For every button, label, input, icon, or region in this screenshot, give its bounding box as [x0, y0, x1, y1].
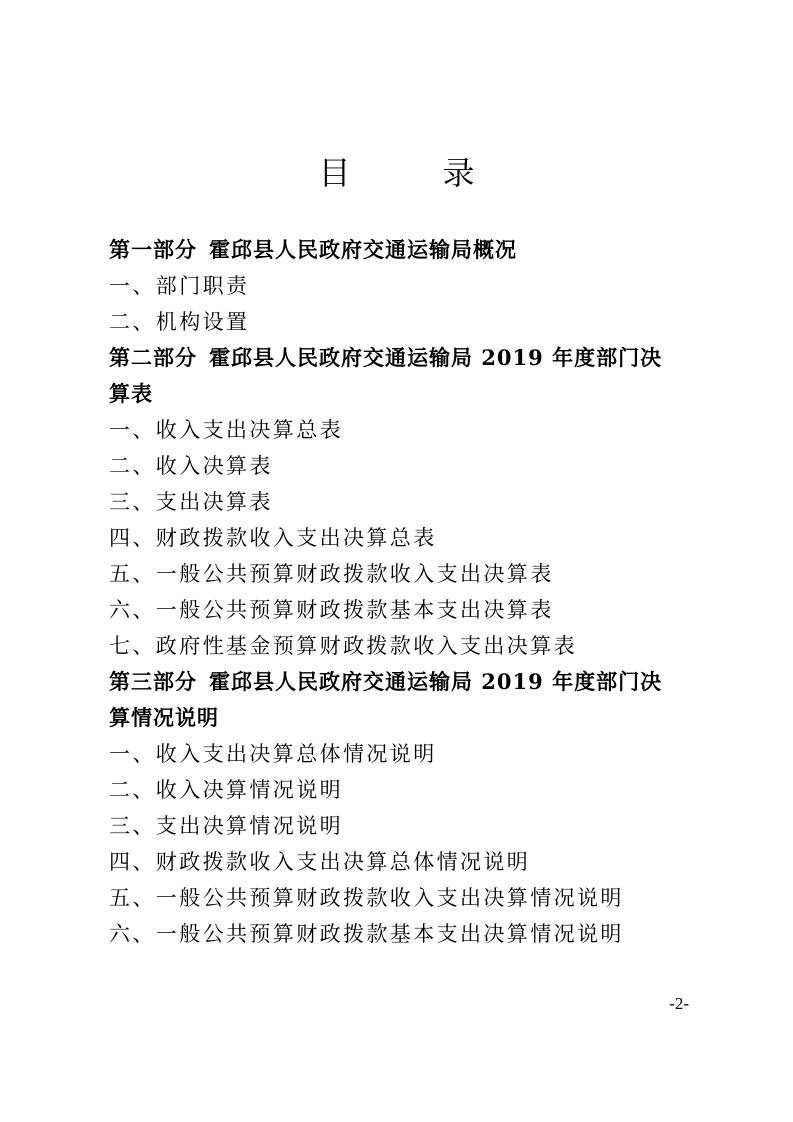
toc-item[interactable]: 二、机构设置	[109, 310, 250, 334]
part-label: 第三部分	[109, 669, 197, 694]
toc-item[interactable]: 五、一般公共预算财政拨款收入支出决算表	[109, 562, 554, 586]
page-number: -2-	[669, 994, 689, 1013]
toc-item[interactable]: 七、政府性基金预算财政拨款收入支出决算表	[109, 634, 577, 658]
part-title: 霍邱县人民政府交通运输局 2019 年度部门决	[209, 669, 663, 694]
toc-item[interactable]: 一、收入支出决算总体情况说明	[109, 742, 437, 766]
toc-item[interactable]: 六、一般公共预算财政拨款基本支出决算表	[109, 598, 554, 622]
part-heading[interactable]	[109, 232, 709, 268]
toc-item[interactable]: 五、一般公共预算财政拨款收入支出决算情况说明	[109, 886, 624, 910]
part-title: 霍邱县人民政府交通运输局概况	[209, 237, 517, 262]
part-title: 霍邱县人民政府交通运输局 2019 年度部门决	[209, 345, 663, 370]
part-heading-continuation[interactable]: 算表	[109, 381, 153, 406]
part-label: 第二部分	[109, 345, 197, 370]
toc-item[interactable]: 二、收入决算表	[109, 454, 273, 478]
toc-item[interactable]: 四、财政拨款收入支出决算总体情况说明	[109, 850, 531, 874]
toc-item[interactable]: 四、财政拨款收入支出决算总表	[109, 526, 437, 550]
toc-item[interactable]: 二、收入决算情况说明	[109, 778, 343, 802]
toc-item[interactable]: 一、部门职责	[109, 274, 250, 298]
part-label: 第一部分	[109, 237, 197, 262]
toc-item[interactable]: 三、支出决算情况说明	[109, 814, 343, 838]
toc-item[interactable]: 三、支出决算表	[109, 490, 273, 514]
part-heading-continuation[interactable]: 算情况说明	[109, 705, 219, 730]
part-heading[interactable]	[109, 664, 709, 700]
toc-item[interactable]: 六、一般公共预算财政拨款基本支出决算情况说明	[109, 922, 624, 946]
page-title: 目 录	[318, 154, 505, 192]
toc-item[interactable]: 一、收入支出决算总表	[109, 418, 343, 442]
part-heading[interactable]	[109, 340, 709, 376]
table-of-contents	[109, 232, 709, 952]
